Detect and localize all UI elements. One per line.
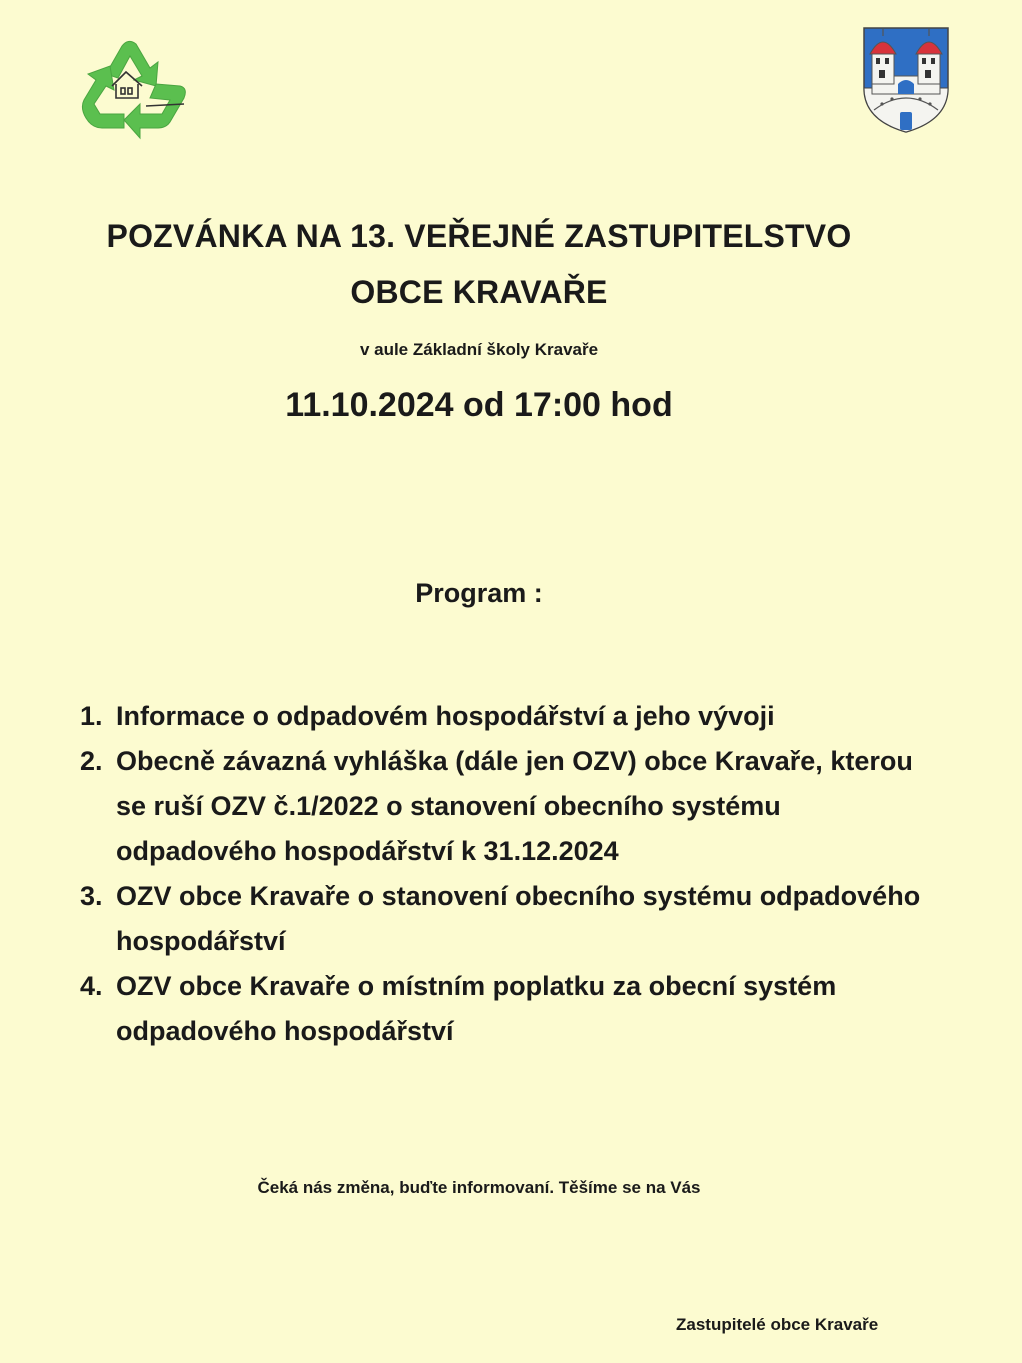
agenda-item [80,964,940,1054]
agenda-list [80,694,940,1054]
kravare-coat-of-arms-icon [860,24,952,134]
invitation-title-line-1: POZVÁNKA NA 13. VEŘEJNÉ ZASTUPITELSTVO [106,218,852,254]
signature: Zastupitelé obce Kravaře [676,1315,879,1334]
agenda-item-number: 1. [80,701,103,731]
agenda-item-text: OZV obce Kravaře o místním poplatku za obecní systém odpadového hospodářství [116,971,837,1046]
agenda-item-number: 3. [80,881,103,911]
agenda-item-text: OZV obce Kravaře o stanovení obecního systému odpadového hospodářství [116,881,921,956]
agenda-item-text: Informace o odpadovém hospodářství a jeho vývoji [116,701,775,731]
agenda-item-number: 2. [80,746,103,776]
program-heading: Program : [415,578,543,608]
recycling-house-icon [66,34,190,140]
invitation-title-line-2: OBCE KRAVAŘE [350,274,608,310]
agenda-item-text: Obecně závazná vyhláška (dále jen OZV) obce Kravaře, kterou se ruší OZV č.1/2022 o stanovení obecního systému odpadového hospodářství k 31.12.2024 [116,746,913,866]
agenda-item-number: 4. [80,971,103,1001]
closing-message: Čeká nás změna, buďte informovaní. Těšíme se na Vás [257,1178,701,1197]
agenda-item [80,739,940,874]
venue-text: v aule Základní školy Kravaře [359,340,599,359]
meeting-datetime: 11.10.2024 od 17:00 hod [285,386,673,424]
agenda-item [80,694,940,739]
agenda-item [80,874,940,964]
